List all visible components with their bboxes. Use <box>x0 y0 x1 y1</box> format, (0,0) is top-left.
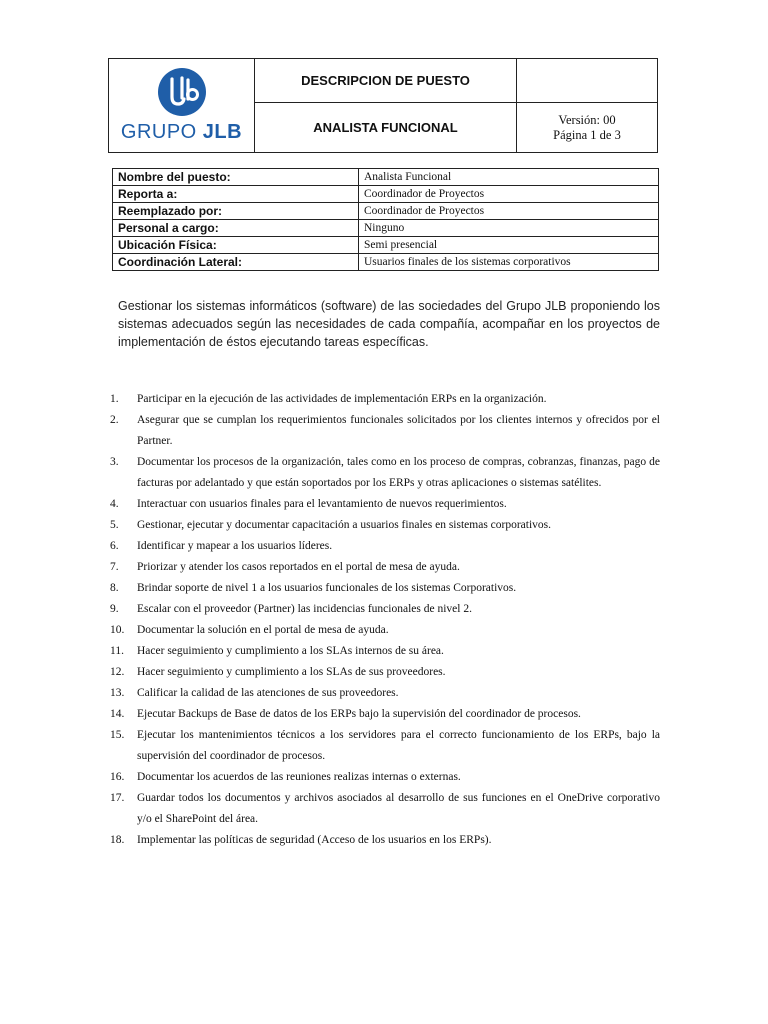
function-number: 9. <box>110 603 119 615</box>
function-number: 17. <box>110 792 125 804</box>
position-objective: Gestionar los sistemas informáticos (software) de las sociedades del Grupo JLB proponiendo los sistemas adecuados según las necesidades de cada compañía, acompañar en los proyectos de implementación de éstos ejecutando tareas específicas. <box>118 299 660 349</box>
info-key: Reporta a: <box>113 186 359 203</box>
version-cell <box>517 103 658 153</box>
function-item <box>110 620 660 641</box>
info-key: Nombre del puesto: <box>113 169 359 186</box>
function-item <box>110 557 660 578</box>
info-value: Ninguno <box>359 220 659 237</box>
function-text: Implementar las políticas de seguridad (Acceso de los usuarios en los ERPs). <box>137 834 492 846</box>
info-key: Reemplazado por: <box>113 203 359 220</box>
document-header <box>108 58 658 153</box>
function-text: Priorizar y atender los casos reportados en el portal de mesa de ayuda. <box>137 561 460 573</box>
function-item <box>110 704 660 725</box>
info-row <box>113 203 659 220</box>
info-value: Coordinador de Proyectos <box>359 186 659 203</box>
function-item <box>110 767 660 788</box>
function-text: Documentar los acuerdos de las reuniones realizas internas o externas. <box>137 771 461 783</box>
info-row <box>113 220 659 237</box>
page-label: Página 1 de 3 <box>553 127 621 142</box>
position-title: ANALISTA FUNCIONAL <box>255 103 517 153</box>
function-item <box>110 536 660 557</box>
function-item <box>110 515 660 536</box>
function-text: Asegurar que se cumplan los requerimientos funcionales solicitados por los clientes internos y ofrecidos por el Partner. <box>137 414 660 447</box>
empty-header-cell <box>517 59 658 103</box>
function-number: 16. <box>110 771 125 783</box>
function-text: Documentar la solución en el portal de mesa de ayuda. <box>137 624 389 636</box>
info-row <box>113 254 659 271</box>
info-value: Semi presencial <box>359 237 659 254</box>
function-number: 5. <box>110 519 119 531</box>
info-row <box>113 186 659 203</box>
company-logo <box>109 67 254 144</box>
function-item <box>110 494 660 515</box>
function-number: 4. <box>110 498 119 510</box>
function-text: Participar en la ejecución de las actividades de implementación ERPs en la organización. <box>137 393 547 405</box>
function-item <box>110 578 660 599</box>
function-number: 1. <box>110 393 119 405</box>
function-text: Guardar todos los documentos y archivos asociados al desarrollo de sus funciones en el OneDrive corporativo y/o el SharePoint del área. <box>137 792 660 825</box>
function-item <box>110 641 660 662</box>
function-text: Calificar la calidad de las atenciones de sus proveedores. <box>137 687 399 699</box>
function-text: Ejecutar los mantenimientos técnicos a los servidores para el correcto funcionamiento de los ERPs, bajo la supervisión del coordinador de procesos. <box>137 729 660 762</box>
function-text: Hacer seguimiento y cumplimiento a los SLAs de sus proveedores. <box>137 666 446 678</box>
function-number: 8. <box>110 582 119 594</box>
function-number: 12. <box>110 666 125 678</box>
function-item <box>110 830 660 851</box>
functions-list <box>110 389 660 851</box>
function-text: Brindar soporte de nivel 1 a los usuarios funcionales de los sistemas Corporativos. <box>137 582 517 594</box>
function-text: Escalar con el proveedor (Partner) las incidencias funcionales de nivel 2. <box>137 603 472 615</box>
function-item <box>110 788 660 830</box>
info-key: Coordinación Lateral: <box>113 254 359 271</box>
function-item <box>110 389 660 410</box>
function-number: 18. <box>110 834 125 846</box>
function-item <box>110 410 660 452</box>
function-item <box>110 599 660 620</box>
jlb-logo-icon <box>157 67 207 117</box>
function-item <box>110 683 660 704</box>
logo-cell <box>109 59 255 153</box>
info-row <box>113 237 659 254</box>
document-title: DESCRIPCION DE PUESTO <box>255 59 517 103</box>
function-number: 6. <box>110 540 119 552</box>
function-text: Interactuar con usuarios finales para el levantamiento de nuevos requerimientos. <box>137 498 507 510</box>
function-text: Gestionar, ejecutar y documentar capacitación a usuarios finales en sistemas corporativos. <box>137 519 552 531</box>
function-item <box>110 662 660 683</box>
function-text: Documentar los procesos de la organización, tales como en los proceso de compras, cobranzas, finanzas, pago de facturas por adelantado y que están soportados por los ERPs y otras aplicaciones o sistemas satélites. <box>137 456 660 489</box>
function-number: 10. <box>110 624 125 636</box>
info-value: Usuarios finales de los sistemas corporativos <box>359 254 659 271</box>
info-value: Analista Funcional <box>359 169 659 186</box>
info-key: Personal a cargo: <box>113 220 359 237</box>
logo-wordmark: GRUPO JLB <box>120 121 243 143</box>
function-number: 3. <box>110 456 119 468</box>
function-item <box>110 725 660 767</box>
info-value: Coordinador de Proyectos <box>359 203 659 220</box>
function-item <box>110 452 660 494</box>
function-number: 14. <box>110 708 125 720</box>
function-text: Identificar y mapear a los usuarios líderes. <box>137 540 333 552</box>
version-label: Versión: 00 <box>558 112 616 127</box>
function-number: 7. <box>110 561 119 573</box>
function-text: Ejecutar Backups de Base de datos de los ERPs bajo la supervisión del coordinador de procesos. <box>137 708 581 720</box>
function-number: 15. <box>110 729 125 741</box>
info-row <box>113 169 659 186</box>
position-info-table <box>112 168 659 271</box>
function-number: 2. <box>110 414 119 426</box>
function-number: 11. <box>110 645 124 657</box>
info-key: Ubicación Física: <box>113 237 359 254</box>
function-text: Hacer seguimiento y cumplimiento a los SLAs internos de su área. <box>137 645 444 657</box>
function-number: 13. <box>110 687 125 699</box>
